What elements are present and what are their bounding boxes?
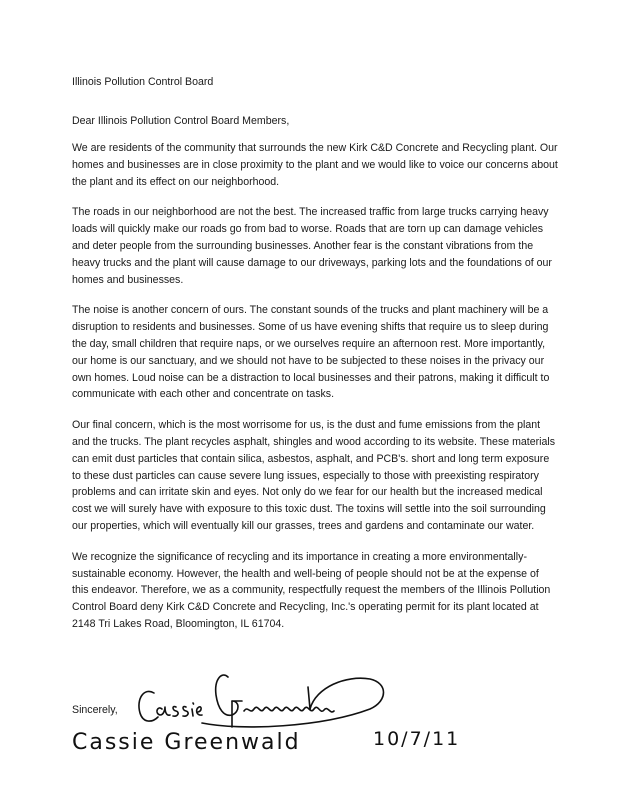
addressee: Illinois Pollution Control Board <box>72 76 214 88</box>
signature-date: 10/7/11 <box>373 728 461 750</box>
handwritten-signature <box>132 665 392 735</box>
paragraph-request: We recognize the significance of recycling and its importance in creating a more environmentally-sustainable economy. However, the health and well-being of people should not be at the expense of this endeavor. Therefore, we as a community, respectfully request the members of the Illinois Pollution Control Board deny Kirk C&D Concrete and Recycling, Inc.'s operating permit for its plant located at 2148 Tri Lakes Road, Bloomington, IL 61704. <box>72 550 551 630</box>
closing: Sincerely, <box>72 704 118 716</box>
paragraph-roads: The roads in our neighborhood are not the best. The increased traffic from large trucks carrying heavy loads will quickly make our roads go from bad to worse. Roads that are torn up can damage vehicles and deter people from the surrounding businesses. Another fear is the constant vibrations from the heavy trucks and the plant will cause damage to our driveways, parking lots and the foundations of our homes and businesses. <box>72 206 552 286</box>
paragraph-dust: Our final concern, which is the most worrisome for us, is the dust and fume emissions from the plant and the trucks. The plant recycles asphalt, shingles and wood according to its website. These materials can emit dust particles that contain silica, asbestos, asphalt, and PCB's. short and long term exposure to these dust particles can cause severe lung issues, especially to those with preexisting respiratory problems and can irritate skin and eyes. Not only do we fear for our health but the increased medical cost we will surely have with exposure to this toxic dust. The toxins will settle into the soil surrounding our properties, which will eventually kill our grasses, trees and gardens and contaminate our water. <box>72 419 556 532</box>
paragraph-noise: The noise is another concern of ours. The constant sounds of the trucks and plant machinery will be a disruption to residents and businesses. Some of us have evening shifts that require us to sleep during the day, small children that require naps, or we ourselves require an afternoon rest. More importantly, our home is our sanctuary, and we should not have to be subjected to these noises in the privacy our own homes. Loud noise can be a distraction to local businesses and their patrons, making it difficult to communicate with each other and concentrate on tasks. <box>72 304 550 401</box>
printed-name: Cassie Greenwald <box>72 730 301 755</box>
salutation: Dear Illinois Pollution Control Board Members, <box>72 115 290 127</box>
letter-body <box>72 140 558 647</box>
paragraph-intro: We are residents of the community that surrounds the new Kirk C&D Concrete and Recycling plant. Our homes and businesses are in close proximity to the plant and we would like to voice our concerns about the plant and its effect on our neighborhood. <box>72 142 558 188</box>
